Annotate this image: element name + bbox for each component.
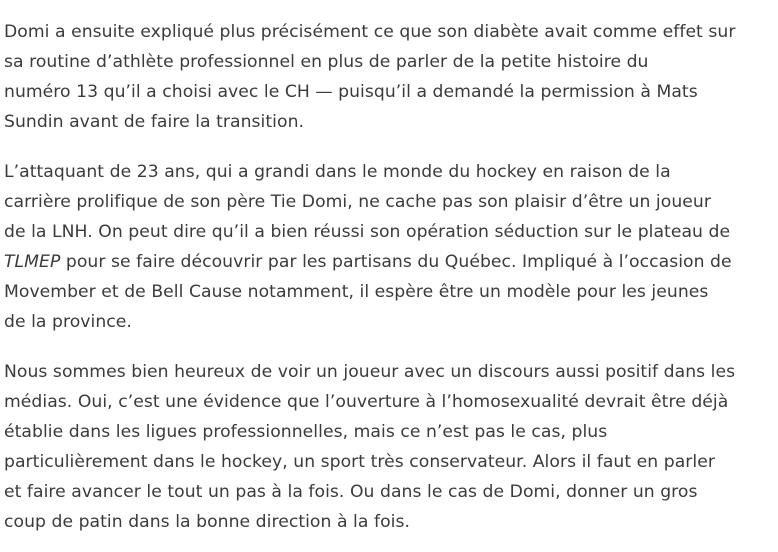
text-line bbox=[4, 247, 774, 277]
text-line: Nous sommes bien heureux de voir un joueur avec un discours aussi positif dans les bbox=[4, 362, 736, 382]
paragraph-2 bbox=[4, 157, 774, 337]
text-line: numéro 13 qu’il a choisi avec le CH — puisqu’il a demandé la permission à Mats bbox=[4, 82, 698, 102]
text-line: de la province. bbox=[4, 312, 132, 332]
text-line: coup de patin dans la bonne direction à la fois. bbox=[4, 512, 410, 532]
text-segment: pour se faire découvrir par les partisans du Québec. Impliqué à l’occasion de bbox=[60, 252, 732, 272]
paragraph-1 bbox=[4, 17, 774, 137]
text-line: L’attaquant de 23 ans, qui a grandi dans le monde du hockey en raison de la bbox=[4, 162, 671, 182]
text-line: établie dans les ligues professionnelles, mais ce n’est pas le cas, plus bbox=[4, 422, 608, 442]
text-line: Movember et de Bell Cause notamment, il espère être un modèle pour les jeunes bbox=[4, 282, 709, 302]
show-title-tlmep: TLMEP bbox=[4, 252, 61, 272]
text-line: médias. Oui, c’est une évidence que l’ouverture à l’homosexualité devrait être déjà bbox=[4, 392, 729, 412]
text-line: Sundin avant de faire la transition. bbox=[4, 112, 305, 132]
paragraph-3 bbox=[4, 357, 774, 537]
text-line: carrière prolifique de son père Tie Domi, ne cache pas son plaisir d’être un joueur bbox=[4, 192, 711, 212]
text-line: et faire avancer le tout un pas à la fois. Ou dans le cas de Domi, donner un gros bbox=[4, 482, 698, 502]
text-line: particulièrement dans le hockey, un sport très conservateur. Alors il faut en parler bbox=[4, 452, 715, 472]
text-line: de la LNH. On peut dire qu’il a bien réussi son opération séduction sur le plateau de bbox=[4, 222, 731, 242]
text-line: Domi a ensuite expliqué plus précisément ce que son diabète avait comme effet sur bbox=[4, 22, 736, 42]
text-line: sa routine d’athlète professionnel en plus de parler de la petite histoire du bbox=[4, 52, 649, 72]
